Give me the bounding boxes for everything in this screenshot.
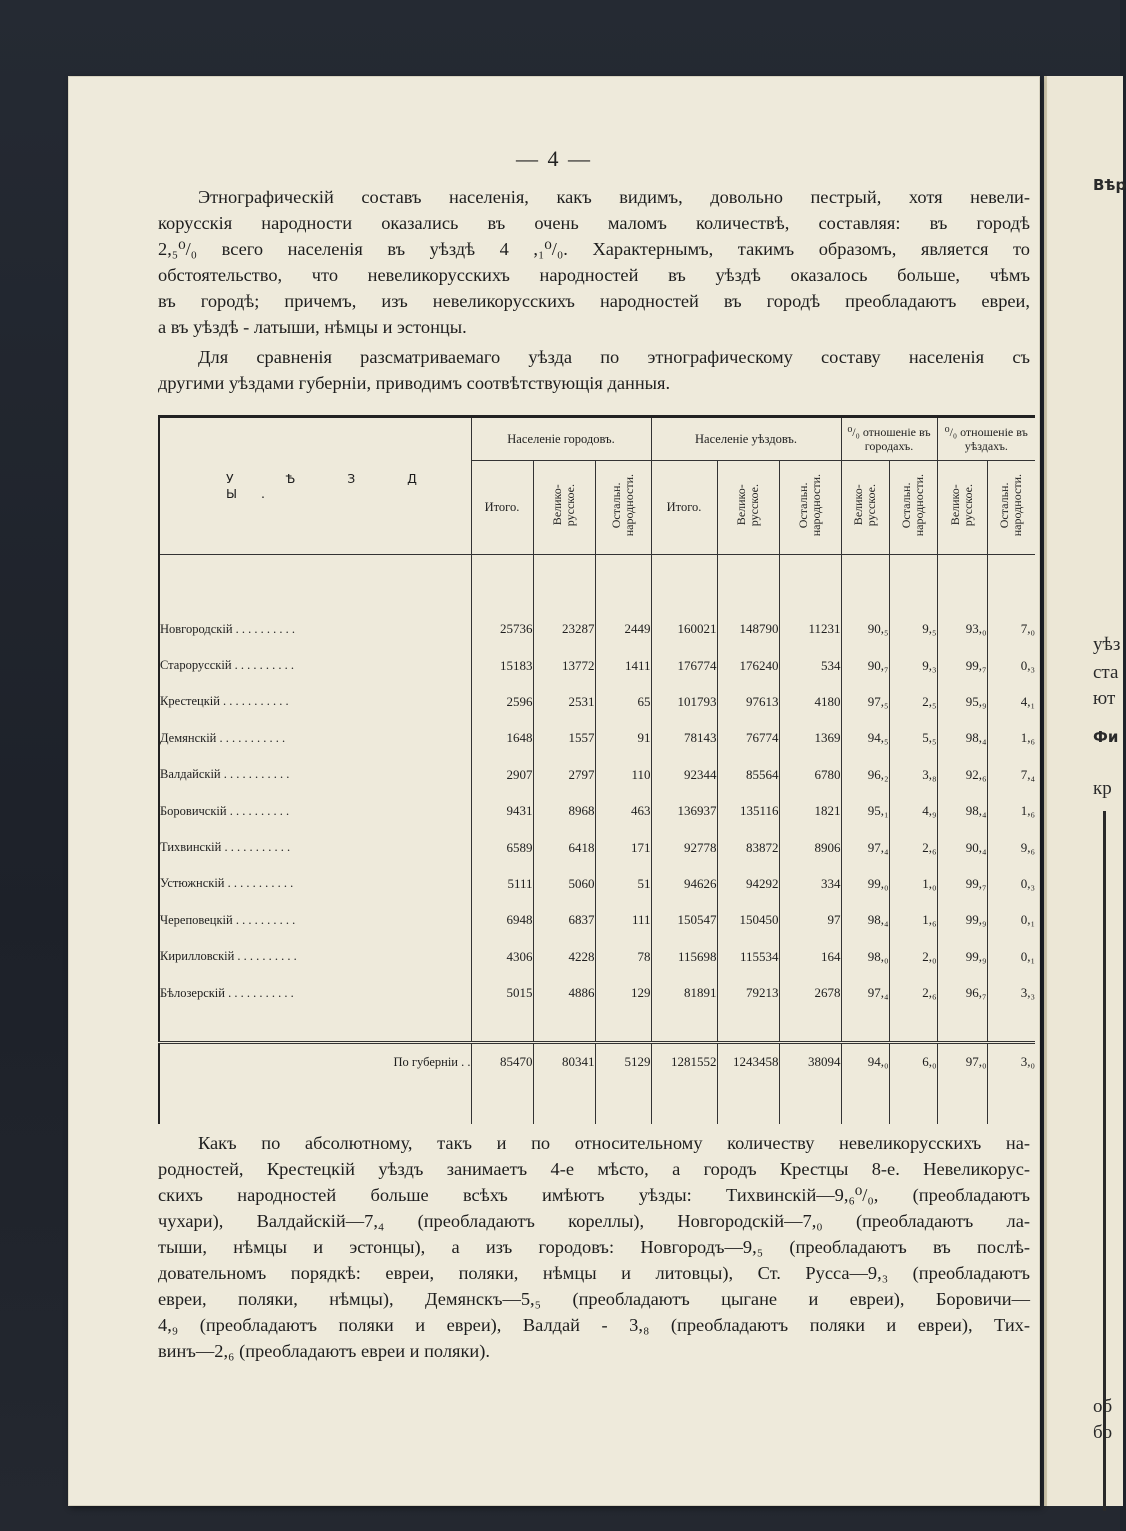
cell-pct-uezd-velikorusskoe: 98,₄ bbox=[937, 720, 987, 756]
total-city-ostalnye: 5129 bbox=[595, 1043, 651, 1081]
text-line: обстоятельство, что невеликорусскихъ народностей въ уѣздѣ оказалось больше, чѣмъ bbox=[158, 265, 1030, 285]
cell-uezd-velikorusskoe: 148790 bbox=[717, 611, 779, 647]
subheader-ostalnye: Остальн. народности. bbox=[779, 461, 841, 555]
cell-city-ostalnye: 65 bbox=[595, 684, 651, 720]
cell-pct-city-ostalnye: 9,₃ bbox=[889, 647, 937, 683]
cell-pct-city-ostalnye: 3,₈ bbox=[889, 757, 937, 793]
cell-pct-city-velikorusskoe: 90,₅ bbox=[841, 611, 889, 647]
total-pct-uezd-ostalnye: 3,₀ bbox=[987, 1043, 1035, 1081]
cell-city-total: 1648 bbox=[471, 720, 533, 756]
cell-uezd-total: 150547 bbox=[651, 902, 717, 938]
cell-pct-uezd-velikorusskoe: 99,₇ bbox=[937, 647, 987, 683]
paragraph-ranking bbox=[158, 1130, 1030, 1364]
cell-pct-city-ostalnye: 1,₆ bbox=[889, 902, 937, 938]
cell-uezd-velikorusskoe: 150450 bbox=[717, 902, 779, 938]
text-line: родностей, Крестецкій уѣздъ занимаетъ 4-е мѣсто, а городъ Крестцы 8-е. Невеликорус- bbox=[158, 1159, 1030, 1179]
cell-pct-city-velikorusskoe: 98,₀ bbox=[841, 939, 889, 975]
text-line: чухари), Валдайскій—7,₄ (преобладаютъ кореллы), Новгородскій—7,₀ (преобладаютъ ла- bbox=[158, 1211, 1030, 1231]
cell-pct-city-ostalnye: 1,₀ bbox=[889, 866, 937, 902]
cell-uezd-total: 81891 bbox=[651, 975, 717, 1011]
cell-city-velikorusskoe: 6837 bbox=[533, 902, 595, 938]
cell-pct-uezd-ostalnye: 0,₁ bbox=[987, 902, 1035, 938]
cell-uezd-ostalnye: 2678 bbox=[779, 975, 841, 1011]
cell-pct-city-ostalnye: 2,₅ bbox=[889, 684, 937, 720]
cell-uezd-total: 92344 bbox=[651, 757, 717, 793]
cell-city-ostalnye: 111 bbox=[595, 902, 651, 938]
text-line: другими уѣздами губерніи, приводимъ соотвѣтствующія данныя. bbox=[158, 373, 671, 393]
text-line: винъ—2,₆ (преобладаютъ евреи и поляки). bbox=[158, 1341, 491, 1361]
cell-pct-uezd-ostalnye: 7,₀ bbox=[987, 611, 1035, 647]
cell-pct-city-ostalnye: 2,₆ bbox=[889, 975, 937, 1011]
text-line: въ городѣ; причемъ, изъ невеликорусскихъ народностей въ городѣ преобладаютъ евреи, bbox=[158, 291, 1030, 311]
uezd-name: Новгородскій . . . . . . . . . . bbox=[159, 611, 471, 647]
uezd-name: Боровичскій . . . . . . . . . . bbox=[159, 793, 471, 829]
total-label: По губерніи . . bbox=[159, 1043, 471, 1081]
cell-pct-city-velikorusskoe: 99,₀ bbox=[841, 866, 889, 902]
text-line: Какъ по абсолютному, такъ и по относительному количеству невеликорусскихъ на- bbox=[198, 1133, 1030, 1153]
cell-pct-city-velikorusskoe: 96,₂ bbox=[841, 757, 889, 793]
subheader-velikorusskoe: Велико- русское. bbox=[937, 461, 987, 555]
cell-pct-city-velikorusskoe: 94,₅ bbox=[841, 720, 889, 756]
cell-uezd-total: 136937 bbox=[651, 793, 717, 829]
cell-pct-uezd-velikorusskoe: 92,₆ bbox=[937, 757, 987, 793]
cell-pct-city-ostalnye: 5,₅ bbox=[889, 720, 937, 756]
cell-uezd-total: 101793 bbox=[651, 684, 717, 720]
total-city-total: 85470 bbox=[471, 1043, 533, 1081]
subheader-ostalnye: Остальн. народности. bbox=[889, 461, 937, 555]
uezd-name: Старорусскій . . . . . . . . . . bbox=[159, 647, 471, 683]
uezd-name: Крестецкій . . . . . . . . . . . bbox=[159, 684, 471, 720]
table-spacer bbox=[159, 1080, 1035, 1124]
uezd-name: Череповецкій . . . . . . . . . . bbox=[159, 902, 471, 938]
uezd-name: Кирилловскій . . . . . . . . . . bbox=[159, 939, 471, 975]
cell-uezd-total: 160021 bbox=[651, 611, 717, 647]
subheader-velikorusskoe: Велико- русское. bbox=[841, 461, 889, 555]
table-spacer bbox=[159, 555, 1035, 612]
table-row bbox=[159, 975, 1035, 1011]
cell-pct-city-ostalnye: 4,₉ bbox=[889, 793, 937, 829]
cell-uezd-total: 78143 bbox=[651, 720, 717, 756]
cell-uezd-ostalnye: 164 bbox=[779, 939, 841, 975]
text-line: довательномъ порядкѣ: евреи, поляки, нѣмцы и литовцы), Ст. Русса—9,₃ (преобладаютъ bbox=[158, 1263, 1030, 1283]
cell-pct-uezd-velikorusskoe: 96,₇ bbox=[937, 975, 987, 1011]
total-uezd-velikorusskoe: 1243458 bbox=[717, 1043, 779, 1081]
cell-uezd-ostalnye: 4180 bbox=[779, 684, 841, 720]
subheader-itogo: Итого. bbox=[651, 461, 717, 555]
table-row bbox=[159, 611, 1035, 647]
cell-pct-city-velikorusskoe: 97,₄ bbox=[841, 829, 889, 865]
cell-uezd-velikorusskoe: 115534 bbox=[717, 939, 779, 975]
text-line: Для сравненія разсматриваемаго уѣзда по этнографическому составу населенія съ bbox=[198, 347, 1030, 367]
column-header-pct-cities: ⁰/₀ отношеніе въ городахъ. bbox=[841, 417, 937, 461]
cell-uezd-velikorusskoe: 83872 bbox=[717, 829, 779, 865]
table-total-row bbox=[159, 1043, 1035, 1081]
cell-pct-uezd-velikorusskoe: 93,₀ bbox=[937, 611, 987, 647]
cell-pct-uezd-velikorusskoe: 99,₇ bbox=[937, 866, 987, 902]
paragraph-comparison-intro bbox=[158, 344, 1030, 396]
table-row bbox=[159, 793, 1035, 829]
cell-pct-city-velikorusskoe: 95,₁ bbox=[841, 793, 889, 829]
cell-city-velikorusskoe: 23287 bbox=[533, 611, 595, 647]
cell-pct-city-ostalnye: 9,₅ bbox=[889, 611, 937, 647]
cell-uezd-velikorusskoe: 97613 bbox=[717, 684, 779, 720]
cell-pct-uezd-velikorusskoe: 98,₄ bbox=[937, 793, 987, 829]
cell-uezd-velikorusskoe: 135116 bbox=[717, 793, 779, 829]
total-city-velikorusskoe: 80341 bbox=[533, 1043, 595, 1081]
column-header-uezdy: У Ѣ З Д Ы. bbox=[159, 417, 471, 555]
cell-pct-uezd-velikorusskoe: 99,₉ bbox=[937, 902, 987, 938]
table-spacer bbox=[159, 1011, 1035, 1043]
total-pct-uezd-velikorusskoe: 97,₀ bbox=[937, 1043, 987, 1081]
cell-uezd-ostalnye: 1821 bbox=[779, 793, 841, 829]
uezd-name: Устюжнскій . . . . . . . . . . . bbox=[159, 866, 471, 902]
cell-city-total: 25736 bbox=[471, 611, 533, 647]
column-header-city-population: Населеніе городовъ. bbox=[471, 417, 651, 461]
column-header-uezd-population: Населеніе уѣздовъ. bbox=[651, 417, 841, 461]
subheader-velikorusskoe: Велико- русское. bbox=[533, 461, 595, 555]
cell-uezd-ostalnye: 8906 bbox=[779, 829, 841, 865]
cell-pct-city-velikorusskoe: 98,₄ bbox=[841, 902, 889, 938]
cell-pct-uezd-ostalnye: 0,₃ bbox=[987, 647, 1035, 683]
cell-city-velikorusskoe: 13772 bbox=[533, 647, 595, 683]
total-uezd-ostalnye: 38094 bbox=[779, 1043, 841, 1081]
cell-city-velikorusskoe: 4886 bbox=[533, 975, 595, 1011]
facing-page-fragment: Фи bbox=[1093, 728, 1119, 746]
facing-page-fragment: ста bbox=[1093, 662, 1119, 683]
cell-city-ostalnye: 1411 bbox=[595, 647, 651, 683]
cell-pct-uezd-velikorusskoe: 90,₄ bbox=[937, 829, 987, 865]
facing-page-fragment: бо bbox=[1093, 1422, 1113, 1443]
cell-pct-city-velikorusskoe: 97,₄ bbox=[841, 975, 889, 1011]
cell-uezd-velikorusskoe: 76774 bbox=[717, 720, 779, 756]
text-line: 2,₅⁰/₀ всего населенія въ уѣздѣ 4 ,₁⁰/₀. Характернымъ, такимъ образомъ, является то bbox=[158, 239, 1030, 259]
cell-uezd-total: 176774 bbox=[651, 647, 717, 683]
cell-city-ostalnye: 78 bbox=[595, 939, 651, 975]
subheader-ostalnye: Остальн. народности. bbox=[595, 461, 651, 555]
table-row bbox=[159, 866, 1035, 902]
cell-pct-uezd-ostalnye: 7,₄ bbox=[987, 757, 1035, 793]
cell-uezd-total: 115698 bbox=[651, 939, 717, 975]
total-pct-city-velikorusskoe: 94,₀ bbox=[841, 1043, 889, 1081]
cell-pct-city-velikorusskoe: 97,₅ bbox=[841, 684, 889, 720]
cell-city-ostalnye: 110 bbox=[595, 757, 651, 793]
document-page bbox=[68, 76, 1040, 1506]
cell-pct-uezd-ostalnye: 4,₁ bbox=[987, 684, 1035, 720]
facing-page-edge bbox=[1044, 76, 1126, 1506]
paragraph-ethnic-composition bbox=[158, 184, 1030, 340]
total-uezd-total: 1281552 bbox=[651, 1043, 717, 1081]
cell-city-total: 5015 bbox=[471, 975, 533, 1011]
cell-pct-uezd-ostalnye: 0,₁ bbox=[987, 939, 1035, 975]
cell-pct-city-ostalnye: 2,₆ bbox=[889, 829, 937, 865]
cell-pct-uezd-velikorusskoe: 99,₉ bbox=[937, 939, 987, 975]
facing-page-fragment: Вѣр bbox=[1093, 176, 1126, 194]
subheader-ostalnye: Остальн. народности. bbox=[987, 461, 1035, 555]
cell-uezd-ostalnye: 11231 bbox=[779, 611, 841, 647]
cell-pct-uezd-ostalnye: 1,₆ bbox=[987, 720, 1035, 756]
text-line: скихъ народностей больше всѣхъ имѣютъ уѣзды: Тихвинскій—9,₆⁰/₀, (преобладаютъ bbox=[158, 1185, 1030, 1205]
table-row bbox=[159, 757, 1035, 793]
table-row bbox=[159, 939, 1035, 975]
cell-city-velikorusskoe: 6418 bbox=[533, 829, 595, 865]
cell-city-velikorusskoe: 2797 bbox=[533, 757, 595, 793]
cell-city-velikorusskoe: 1557 bbox=[533, 720, 595, 756]
text-line: евреи, поляки, нѣмцы), Демянскъ—5,₅ (преобладаютъ цыгане и евреи), Боровичи— bbox=[158, 1289, 1030, 1309]
cell-city-ostalnye: 129 bbox=[595, 975, 651, 1011]
cell-city-total: 5111 bbox=[471, 866, 533, 902]
cell-city-ostalnye: 2449 bbox=[595, 611, 651, 647]
cell-city-velikorusskoe: 2531 bbox=[533, 684, 595, 720]
cell-uezd-velikorusskoe: 176240 bbox=[717, 647, 779, 683]
ethnic-composition-table bbox=[158, 415, 1035, 1124]
uezd-name: Демянскій . . . . . . . . . . . bbox=[159, 720, 471, 756]
cell-uezd-velikorusskoe: 94292 bbox=[717, 866, 779, 902]
cell-city-total: 9431 bbox=[471, 793, 533, 829]
table-row bbox=[159, 829, 1035, 865]
cell-city-total: 6589 bbox=[471, 829, 533, 865]
cell-uezd-velikorusskoe: 79213 bbox=[717, 975, 779, 1011]
text-line: Этнографическій составъ населенія, какъ видимъ, довольно пестрый, хотя невели- bbox=[198, 187, 1030, 207]
cell-pct-city-ostalnye: 2,₀ bbox=[889, 939, 937, 975]
cell-uezd-ostalnye: 334 bbox=[779, 866, 841, 902]
cell-pct-uezd-ostalnye: 3,₃ bbox=[987, 975, 1035, 1011]
cell-pct-uezd-ostalnye: 1,₆ bbox=[987, 793, 1035, 829]
column-header-pct-uezds: ⁰/₀ отношеніе въ уѣздахъ. bbox=[937, 417, 1035, 461]
facing-page-fragment: ют bbox=[1093, 688, 1116, 709]
total-pct-city-ostalnye: 6,₀ bbox=[889, 1043, 937, 1081]
cell-uezd-ostalnye: 6780 bbox=[779, 757, 841, 793]
cell-uezd-total: 92778 bbox=[651, 829, 717, 865]
cell-uezd-velikorusskoe: 85564 bbox=[717, 757, 779, 793]
cell-city-velikorusskoe: 8968 bbox=[533, 793, 595, 829]
cell-city-ostalnye: 91 bbox=[595, 720, 651, 756]
uezd-name: Валдайскій . . . . . . . . . . . bbox=[159, 757, 471, 793]
cell-pct-uezd-ostalnye: 9,₆ bbox=[987, 829, 1035, 865]
cell-city-total: 4306 bbox=[471, 939, 533, 975]
table-row bbox=[159, 902, 1035, 938]
cell-city-total: 15183 bbox=[471, 647, 533, 683]
cell-uezd-total: 94626 bbox=[651, 866, 717, 902]
cell-city-ostalnye: 171 bbox=[595, 829, 651, 865]
cell-city-velikorusskoe: 5060 bbox=[533, 866, 595, 902]
cell-city-total: 2907 bbox=[471, 757, 533, 793]
cell-city-total: 2596 bbox=[471, 684, 533, 720]
text-line: 4,₉ (преобладаютъ поляки и евреи), Валдай - 3,₈ (преобладаютъ поляки и евреи), Тих- bbox=[158, 1315, 1030, 1335]
uezd-name: Бѣлозерскій . . . . . . . . . . . bbox=[159, 975, 471, 1011]
cell-pct-city-velikorusskoe: 90,₇ bbox=[841, 647, 889, 683]
table-row bbox=[159, 647, 1035, 683]
facing-page-fragment: кр bbox=[1093, 778, 1112, 799]
subheader-velikorusskoe: Велико- русское. bbox=[717, 461, 779, 555]
cell-city-ostalnye: 463 bbox=[595, 793, 651, 829]
cell-uezd-ostalnye: 97 bbox=[779, 902, 841, 938]
cell-pct-uezd-ostalnye: 0,₃ bbox=[987, 866, 1035, 902]
uezd-name: Тихвинскій . . . . . . . . . . . bbox=[159, 829, 471, 865]
cell-city-ostalnye: 51 bbox=[595, 866, 651, 902]
table-row bbox=[159, 684, 1035, 720]
facing-page-fragment: уѣз bbox=[1093, 634, 1121, 655]
cell-uezd-ostalnye: 534 bbox=[779, 647, 841, 683]
text-line: тыши, нѣмцы и эстонцы), а изъ городовъ: Новгородъ—9,₅ (преобладаютъ въ послѣ- bbox=[158, 1237, 1030, 1257]
facing-page-fragment: об bbox=[1093, 1396, 1113, 1417]
page-number: — 4 — bbox=[516, 146, 592, 171]
cell-uezd-ostalnye: 1369 bbox=[779, 720, 841, 756]
cell-city-velikorusskoe: 4228 bbox=[533, 939, 595, 975]
cell-pct-uezd-velikorusskoe: 95,₉ bbox=[937, 684, 987, 720]
table-row bbox=[159, 720, 1035, 756]
text-line: а въ уѣздѣ - латыши, нѣмцы и эстонцы. bbox=[158, 317, 467, 337]
text-line: корусскія народности оказались въ очень маломъ количествѣ, составляя: въ городѣ bbox=[158, 213, 1030, 233]
subheader-itogo: Итого. bbox=[471, 461, 533, 555]
cell-city-total: 6948 bbox=[471, 902, 533, 938]
